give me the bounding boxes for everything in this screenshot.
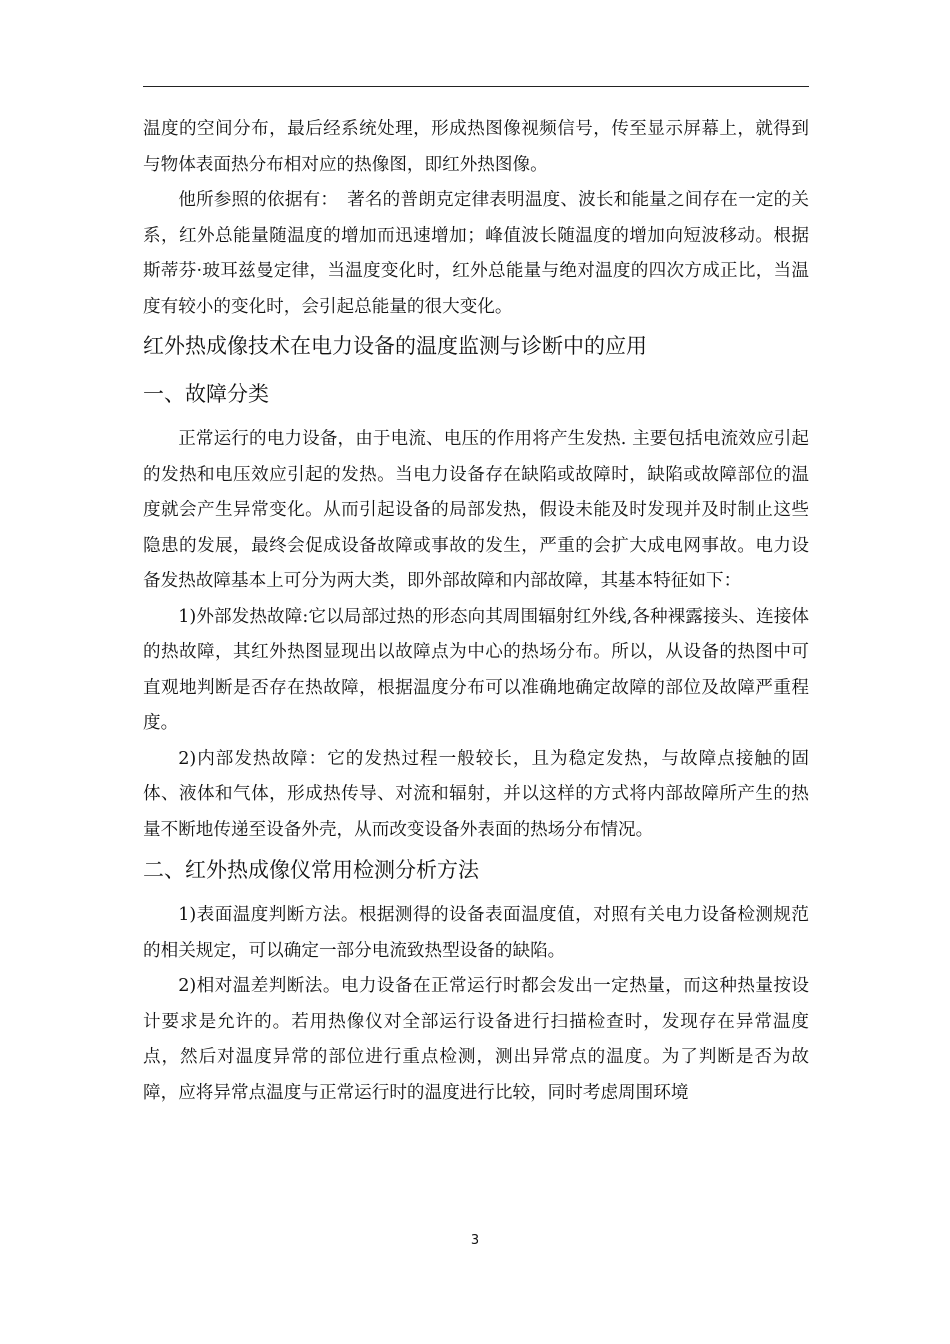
paragraph-surface-temperature-method: 1)表面温度判断方法。根据测得的设备表面温度值，对照有关电力设备检测规范的相关规定，可以确定一部分电流致热型设备的缺陷。 bbox=[143, 905, 809, 961]
paragraph-external-fault: 1)外部发热故障:它以局部过热的形态向其周围辐射红外线,各种裸露接头、连接体的热故障，其红外热图显现出以故障点为中心的热场分布。所以，从设备的热图中可直观地判断是否存在热故障，根据温度分布可以准确地确定故障的部位及故障严重程度。 bbox=[143, 606, 809, 733]
paragraph-normal-operation: 正常运行的电力设备，由于电流、电压的作用将产生发热. 主要包括电流效应引起的发热和电压效应引起的发热。当电力设备存在缺陷或故障时，缺陷或故障部位的温度就会产生异常变化。从而引起设备的局部发热，假设未能及时发现并及时制止这些隐患的发展，最终会促成设备故障或事故的发生，严重的会扩大成电网事故。电力设备发热故障基本上可分为两大类，即外部故障和内部故障，其基本特征如下： bbox=[143, 429, 809, 591]
header-rule bbox=[143, 86, 809, 87]
page-body bbox=[143, 112, 809, 1111]
paragraph-internal-fault: 2)内部发热故障：它的发热过程一般较长，且为稳定发热，与故障点接触的固体、液体和气体，形成热传导、对流和辐射，并以这样的方式将内部故障所产生的热量不断地传递至设备外壳，从而改变设备外表面的热场分布情况。 bbox=[143, 748, 809, 840]
paragraph-relative-temperature-method: 2)相对温差判断法。电力设备在正常运行时都会发出一定热量，而这种热量按设计要求是允许的。若用热像仪对全部运行设备进行扫描检查时，发现存在异常温度点，然后对温度异常的部位进行重点检测，测出异常点的温度。为了判断是否为故障，应将异常点温度与正常运行时的温度进行比较，同时考虑周围环境 bbox=[143, 976, 809, 1103]
paragraph-continuation: 温度的空间分布，最后经系统处理，形成热图像视频信号，传至显示屏幕上，就得到与物体表面热分布相对应的热像图，即红外热图像。 bbox=[143, 119, 809, 175]
page-number: 3 bbox=[470, 1233, 480, 1248]
section-heading-detection-methods: 二、红外热成像仪常用检测分析方法 bbox=[143, 858, 479, 882]
section-heading-fault-classification: 一、故障分类 bbox=[143, 382, 269, 406]
main-heading: 红外热成像技术在电力设备的温度监测与诊断中的应用 bbox=[143, 334, 647, 358]
paragraph-planck-basis: 他所参照的依据有： 著名的普朗克定律表明温度、波长和能量之间存在一定的关系，红外总能量随温度的增加而迅速增加；峰值波长随温度的增加向短波移动。根据斯蒂芬·玻耳兹曼定律，当温度变化时，红外总能量与绝对温度的四次方成正比，当温度有较小的变化时，会引起总能量的很大变化。 bbox=[143, 190, 809, 317]
